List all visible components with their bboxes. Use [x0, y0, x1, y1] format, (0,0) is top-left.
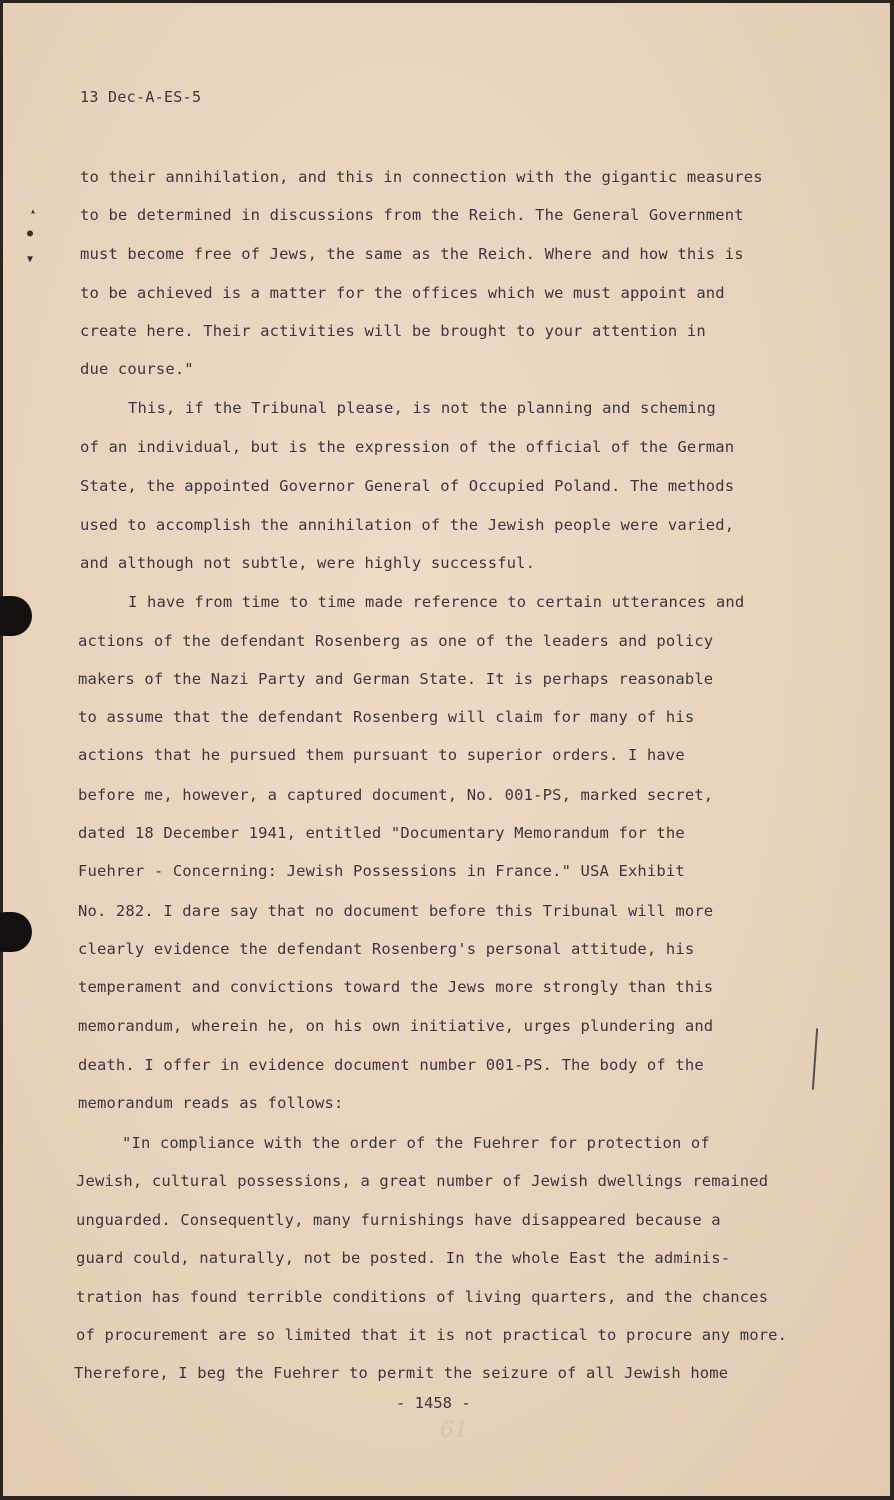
- text-line: death. I offer in evidence document number 001-PS. The body of the: [78, 1056, 704, 1074]
- page-edge-bottom: [0, 1496, 894, 1500]
- text-line: create here. Their activities will be brought to your attention in: [80, 322, 706, 340]
- text-line: No. 282. I dare say that no document before this Tribunal will more: [78, 902, 714, 920]
- text-line: unguarded. Consequently, many furnishings have disappeared because a: [76, 1211, 721, 1229]
- page-number: - 1458 -: [396, 1394, 471, 1412]
- text-line: to be determined in discussions from the Reich. The General Government: [80, 206, 744, 224]
- page-edge-left: [0, 0, 3, 1500]
- page-edge-top: [0, 0, 894, 3]
- text-line: of an individual, but is the expression of the official of the German: [80, 438, 735, 456]
- text-line: must become free of Jews, the same as the Reich. Where and how this is: [80, 245, 744, 263]
- text-line: This, if the Tribunal please, is not the planning and scheming: [128, 399, 716, 417]
- text-line: to their annihilation, and this in connection with the gigantic measures: [80, 168, 763, 186]
- text-line: and although not subtle, were highly successful.: [80, 554, 536, 572]
- text-line: guard could, naturally, not be posted. In the whole East the adminis-: [76, 1249, 731, 1267]
- text-line: actions that he pursued them pursuant to superior orders. I have: [78, 746, 685, 764]
- text-line: Therefore, I beg the Fuehrer to permit the seizure of all Jewish home: [74, 1364, 729, 1382]
- text-line: makers of the Nazi Party and German State. It is perhaps reasonable: [78, 670, 714, 688]
- text-line: Fuehrer - Concerning: Jewish Possessions in France." USA Exhibit: [78, 862, 685, 880]
- margin-mark: ●: [27, 228, 34, 239]
- margin-mark: ▼: [27, 254, 34, 265]
- text-line: clearly evidence the defendant Rosenberg's personal attitude, his: [78, 940, 695, 958]
- text-line: to be achieved is a matter for the offices which we must appoint and: [80, 284, 725, 302]
- text-line: due course.": [80, 360, 194, 378]
- page-edge-right: [890, 0, 894, 1500]
- text-line: temperament and convictions toward the Jews more strongly than this: [78, 978, 714, 996]
- text-line: State, the appointed Governor General of Occupied Poland. The methods: [80, 477, 735, 495]
- margin-mark: ▴: [30, 206, 37, 217]
- text-line: dated 18 December 1941, entitled "Documentary Memorandum for the: [78, 824, 685, 842]
- margin-pen-line: [812, 1028, 818, 1090]
- text-line: memorandum reads as follows:: [78, 1094, 344, 1112]
- punch-hole-upper: [0, 596, 32, 636]
- punch-hole-lower: [0, 912, 32, 952]
- text-line: of procurement are so limited that it is not practical to procure any more.: [76, 1326, 788, 1344]
- text-line: memorandum, wherein he, on his own initiative, urges plundering and: [78, 1017, 714, 1035]
- text-line: actions of the defendant Rosenberg as one of the leaders and policy: [78, 632, 714, 650]
- text-line: Jewish, cultural possessions, a great number of Jewish dwellings remained: [76, 1172, 769, 1190]
- text-line: I have from time to time made reference to certain utterances and: [128, 593, 745, 611]
- text-line: tration has found terrible conditions of living quarters, and the chances: [76, 1288, 769, 1306]
- text-line: used to accomplish the annihilation of the Jewish people were varied,: [80, 516, 735, 534]
- document-code: 13 Dec-A-ES-5: [80, 88, 202, 106]
- handwritten-page-note: 61: [440, 1418, 468, 1443]
- text-line: to assume that the defendant Rosenberg will claim for many of his: [78, 708, 695, 726]
- text-line: before me, however, a captured document, No. 001-PS, marked secret,: [78, 786, 714, 804]
- text-line: "In compliance with the order of the Fuehrer for protection of: [122, 1134, 710, 1152]
